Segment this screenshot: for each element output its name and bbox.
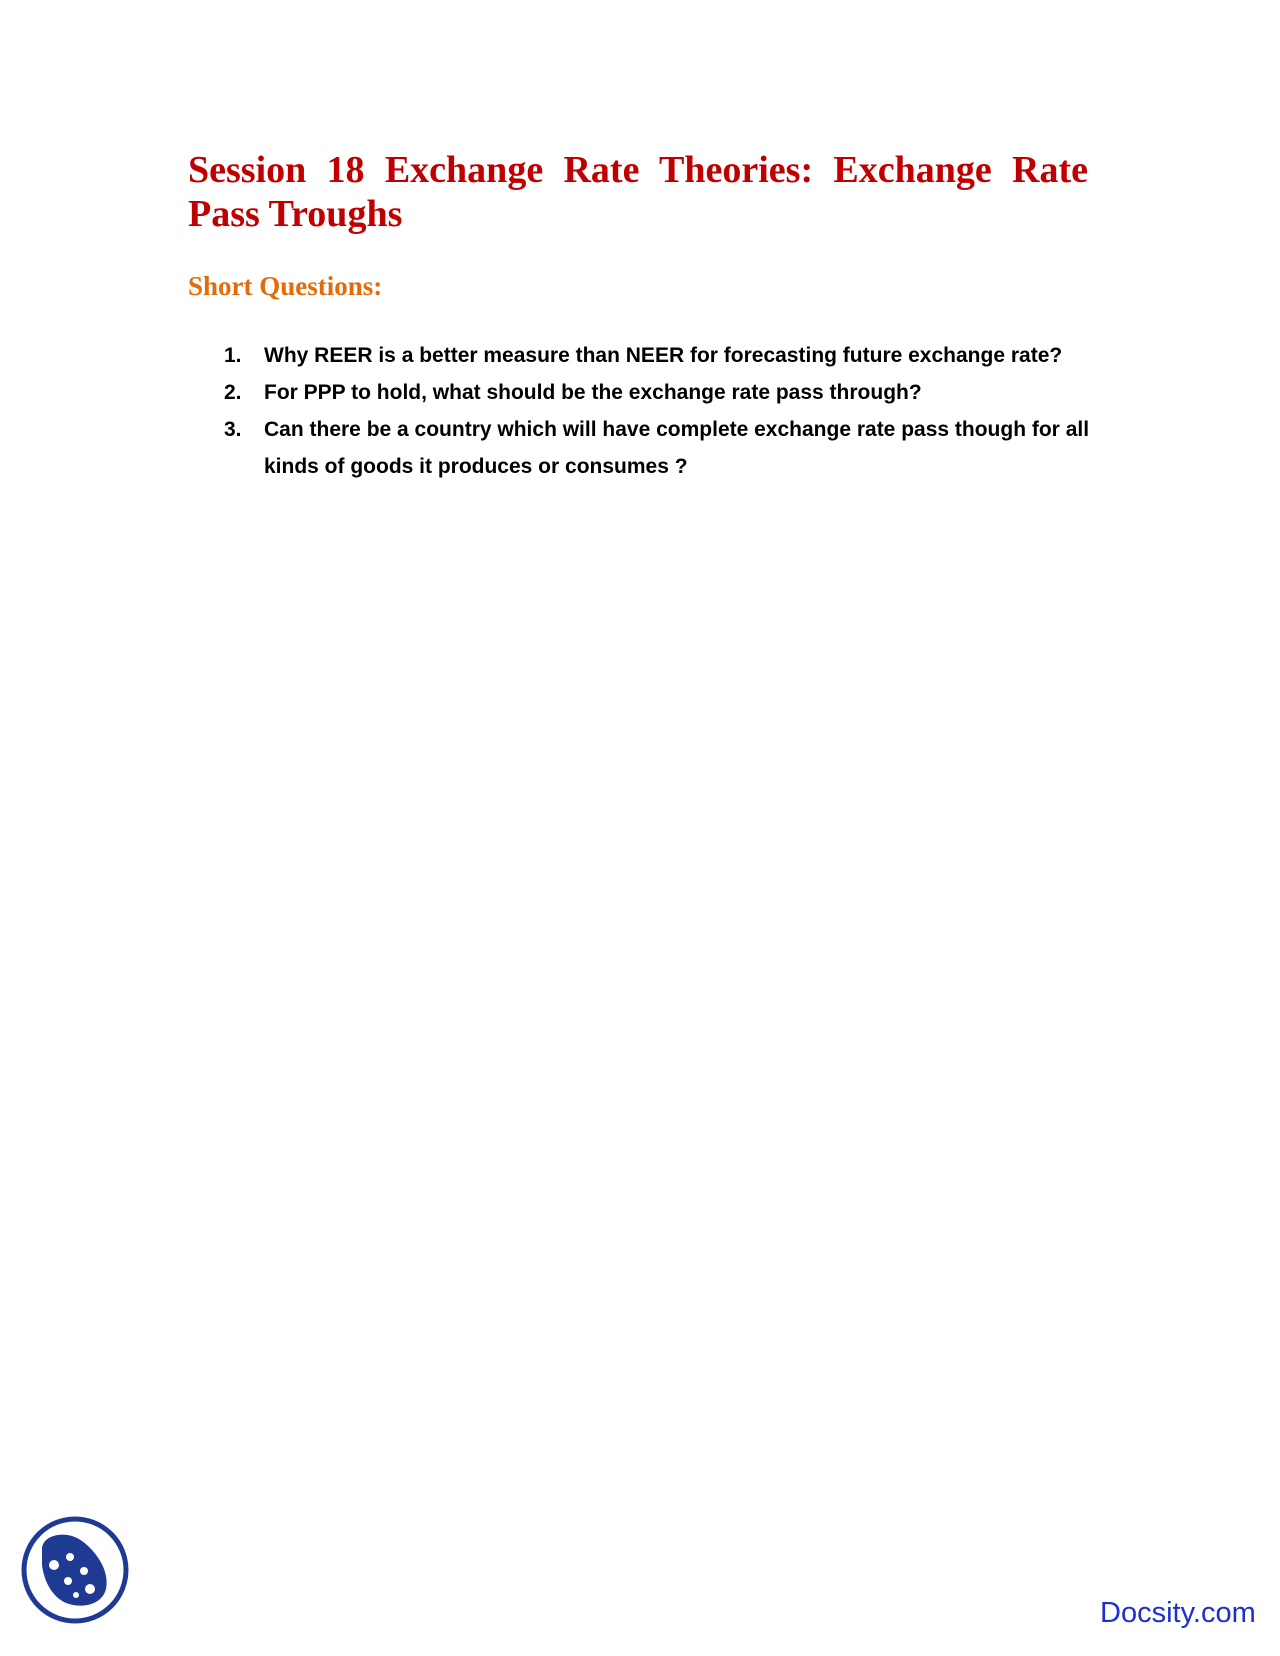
list-item-text: For PPP to hold, what should be the exchange rate pass through? [264, 381, 922, 404]
list-item-text: Why REER is a better measure than NEER for forecasting future exchange rate? [264, 344, 1063, 367]
document-title: Session 18 Exchange Rate Theories: Exchange Rate Pass Troughs [188, 149, 1088, 235]
brand-link[interactable]: Docsity.com [1100, 1597, 1256, 1629]
list-item-number: 3. [224, 418, 242, 441]
list-item-number: 1. [224, 344, 242, 367]
question-list [220, 337, 1100, 485]
list-item [220, 337, 1100, 374]
list-item [220, 374, 1100, 411]
docsity-logo-icon[interactable] [20, 1515, 130, 1625]
list-item [220, 411, 1100, 485]
list-item-number: 2. [224, 381, 242, 404]
list-item-text: Can there be a country which will have complete exchange rate pass though for all kinds of goods it produces or consumes ? [264, 418, 1090, 478]
section-heading: Short Questions: [188, 271, 383, 301]
